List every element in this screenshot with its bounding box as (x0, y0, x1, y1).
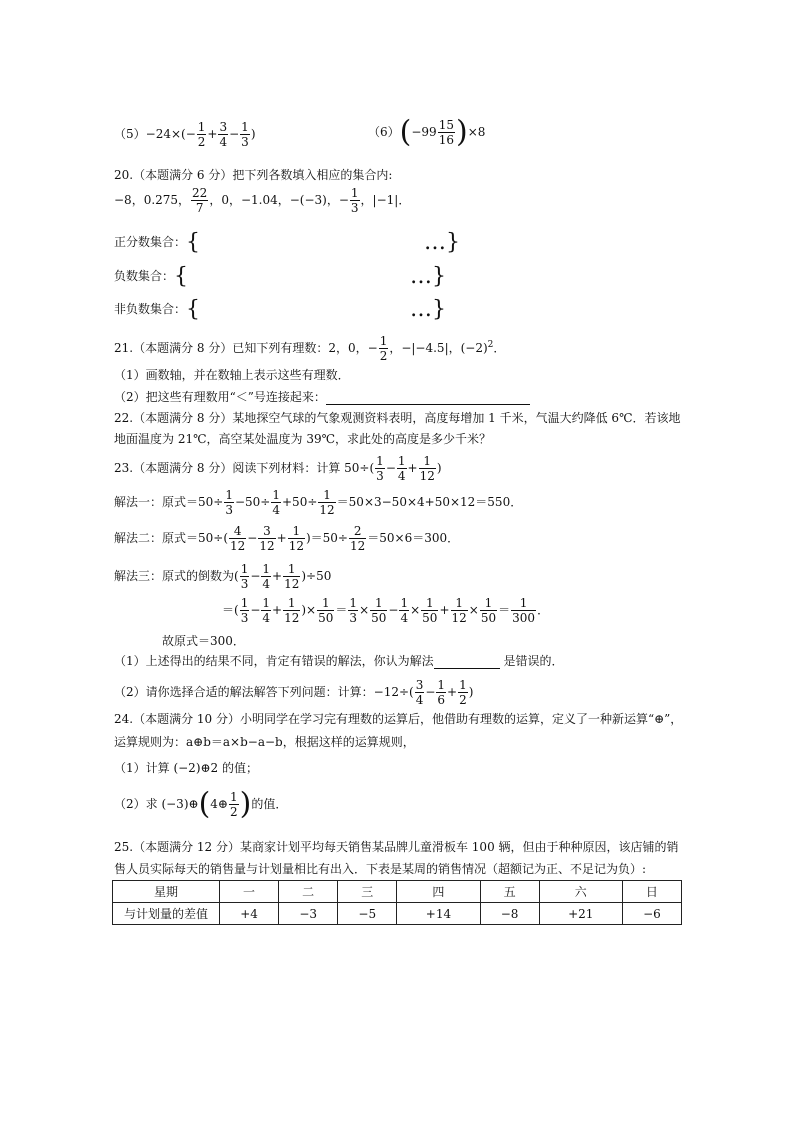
answer-blank (326, 404, 530, 405)
q22-line2: 地面温度为 21℃，高空某处温度为 39℃，求此处的高度是多少千米？ (114, 432, 492, 446)
q20-numbers: −8，0.275， $\frac{22}{7}$ ，0，−1.04，−(−3)，− $\frac{1}{3}$ ，|−1|． (114, 186, 411, 215)
fraction: $\frac{1}{2}$ (379, 334, 388, 363)
fraction: $\frac{1}{6}$ (437, 678, 446, 707)
q24-line2: 运算规则为：a⊕b＝a×b−a−b，根据这样的运算规则， (114, 735, 415, 749)
fraction: $\frac{1}{12}$ (284, 562, 300, 591)
fraction: $\frac{22}{7}$ (192, 186, 208, 215)
table-row (113, 903, 682, 925)
table-cell: 四 (397, 881, 480, 903)
table-cell: −8 (480, 903, 539, 925)
table-cell: 五 (480, 881, 539, 903)
set-nonnegatives: 非负数集合：{ (114, 297, 201, 322)
q25-line1: 25.（本题满分 12 分）某商家计划平均每天销售某品牌儿童滑板车 100 辆，但由于种种原因，该店铺的销 (114, 840, 679, 854)
fraction: $\frac{1}{2}$ (459, 678, 467, 707)
set-close: …} (424, 230, 460, 255)
fraction: $\frac{3}{4}$ (219, 120, 228, 149)
table-cell: 三 (338, 881, 397, 903)
set-negatives: 负数集合：{ (114, 264, 189, 289)
table-cell: 与计划量的差值 (113, 903, 220, 925)
q22-line1: 22.（本题满分 8 分）某地探空气球的气象观测资料表明，高度每增加 1 千米，气温大约降低 6℃．若该地 (114, 411, 681, 425)
q21-part2: （2）把这些有理数用“＜”号连接起来： (114, 388, 530, 405)
fraction: $\frac{1}{50}$ (480, 596, 497, 625)
fraction: $\frac{4}{12}$ (230, 524, 246, 553)
fraction: $\frac{1}{3}$ (376, 454, 384, 483)
fraction: $\frac{1}{12}$ (419, 454, 435, 483)
q19-part6: （6）(−99 $\frac{15}{16}$ )×8 (368, 114, 486, 150)
fraction: $\frac{1}{3}$ (241, 120, 249, 149)
q21-header: 21.（本题满分 8 分）已知下列有理数：2，0，− $\frac{1}{2}$ ，−|−4.5|，$(-2)^2$． (114, 334, 506, 363)
fraction: $\frac{1}{4}$ (400, 596, 409, 625)
table-cell: +4 (220, 903, 279, 925)
table-cell: −5 (338, 903, 397, 925)
fraction: $\frac{1}{50}$ (422, 596, 438, 625)
table-cell: 日 (622, 881, 681, 903)
q23-method1: 解法一：原式＝50÷ $\frac{1}{3}$ −50÷ $\frac{1}{4}$ +50÷ $\frac{1}{12}$ ＝50×3−50×4+50×12＝550． (114, 488, 523, 517)
q21-part1: （1）画数轴，并在数轴上表示这些有理数． (114, 368, 350, 382)
fraction: $\frac{1}{4}$ (262, 562, 271, 591)
q23-method2: 解法二：原式＝50÷( $\frac{4}{12}$ − $\frac{3}{12}$ + $\frac{1}{12}$ )＝50÷ $\frac{2}{12}$ ＝50×6＝300． (114, 524, 460, 553)
fraction: $\frac{1}{3}$ (225, 488, 233, 517)
table-cell: 星期 (113, 881, 220, 903)
fraction: $\frac{1}{2}$ (197, 120, 206, 149)
q24-part1: （1）计算 (−2)⊕2 的值； (114, 761, 259, 775)
fraction: $\frac{15}{16}$ (438, 118, 454, 147)
table-cell: 二 (279, 881, 338, 903)
fraction: $\frac{1}{50}$ (371, 596, 387, 625)
table-cell: 一 (220, 881, 279, 903)
fraction: $\frac{1}{12}$ (319, 488, 335, 517)
fraction: $\frac{1}{4}$ (262, 596, 271, 625)
fraction: $\frac{3}{4}$ (415, 678, 424, 707)
fraction: $\frac{1}{3}$ (240, 562, 249, 591)
fraction: $\frac{1}{3}$ (349, 596, 358, 625)
fraction: $\frac{3}{12}$ (259, 524, 275, 553)
table-row (113, 881, 682, 903)
fraction: $\frac{1}{12}$ (451, 596, 467, 625)
fraction: $\frac{1}{50}$ (318, 596, 334, 625)
q24-line1: 24.（本题满分 10 分）小明同学在学习完有理数的运算后，他借助有理数的运算，定义了一种新运算“⊕”， (114, 712, 683, 726)
q20-header: 20.（本题满分 6 分）把下列各数填入相应的集合内: (114, 168, 393, 182)
set-positive-fractions: 正分数集合：{ (114, 230, 201, 255)
fraction: $\frac{1}{12}$ (288, 524, 304, 553)
fraction: $\frac{1}{4}$ (397, 454, 406, 483)
q23-part2: （2）请你选择合适的解法解答下列问题：计算：−12÷( $\frac{3}{4}$ − $\frac{1}{6}$ + $\frac{1}{2}$ ) (114, 678, 474, 707)
sales-table (112, 880, 682, 925)
fraction: $\frac{1}{3}$ (350, 186, 359, 215)
q24-part2: （2）求 (−3)⊕(4⊕ $\frac{1}{2}$ )的值． (114, 786, 288, 822)
table-cell: −3 (279, 903, 338, 925)
q23-conclusion: 故原式＝300． (162, 634, 245, 648)
fraction: $\frac{1}{3}$ (240, 596, 249, 625)
q19-part5: （5）−24×(− $\frac{1}{2}$ + $\frac{3}{4}$ − $\frac{1}{3}$ ) (114, 120, 256, 149)
table-cell: +14 (397, 903, 480, 925)
set-close: …} (410, 297, 446, 322)
fraction: $\frac{1}{4}$ (272, 488, 280, 517)
q23-part1: （1）上述得出的结果不同，肯定有错误的解法，你认为解法 是错误的． (114, 654, 564, 668)
q25-line2: 售人员实际每天的销售量与计划量相比有出入．下表是某周的销售情况（超额记为正、不足记为负）: (114, 862, 647, 876)
fraction: $\frac{2}{12}$ (350, 524, 366, 553)
table-cell: +21 (539, 903, 622, 925)
fraction: $\frac{1}{2}$ (229, 790, 238, 819)
q23-method3: 解法三：原式的倒数为( $\frac{1}{3}$ − $\frac{1}{4}$ + $\frac{1}{12}$ )÷50 (114, 562, 332, 591)
fraction: $\frac{1}{12}$ (284, 596, 300, 625)
q23-method3-line2: ＝( $\frac{1}{3}$ − $\frac{1}{4}$ + $\frac{1}{12}$ )× $\frac{1}{50}$ ＝ $\frac{1}{3}$ × $\frac{1}{50}$ − $\frac{1}{4}$ × $\frac{1}{50}$ + $\frac{1}{12}$ × $\frac{1}{50}$ ＝ $\frac{1}{300}$ ． (222, 596, 550, 625)
table-cell: 六 (539, 881, 622, 903)
q23-header: 23.（本题满分 8 分）阅读下列材料：计算 50÷( $\frac{1}{3}$ − $\frac{1}{4}$ + $\frac{1}{12}$ ) (114, 454, 442, 483)
set-close: …} (410, 264, 446, 289)
fraction: $\frac{1}{300}$ (512, 596, 536, 625)
answer-blank (434, 668, 500, 669)
table-cell: −6 (622, 903, 681, 925)
